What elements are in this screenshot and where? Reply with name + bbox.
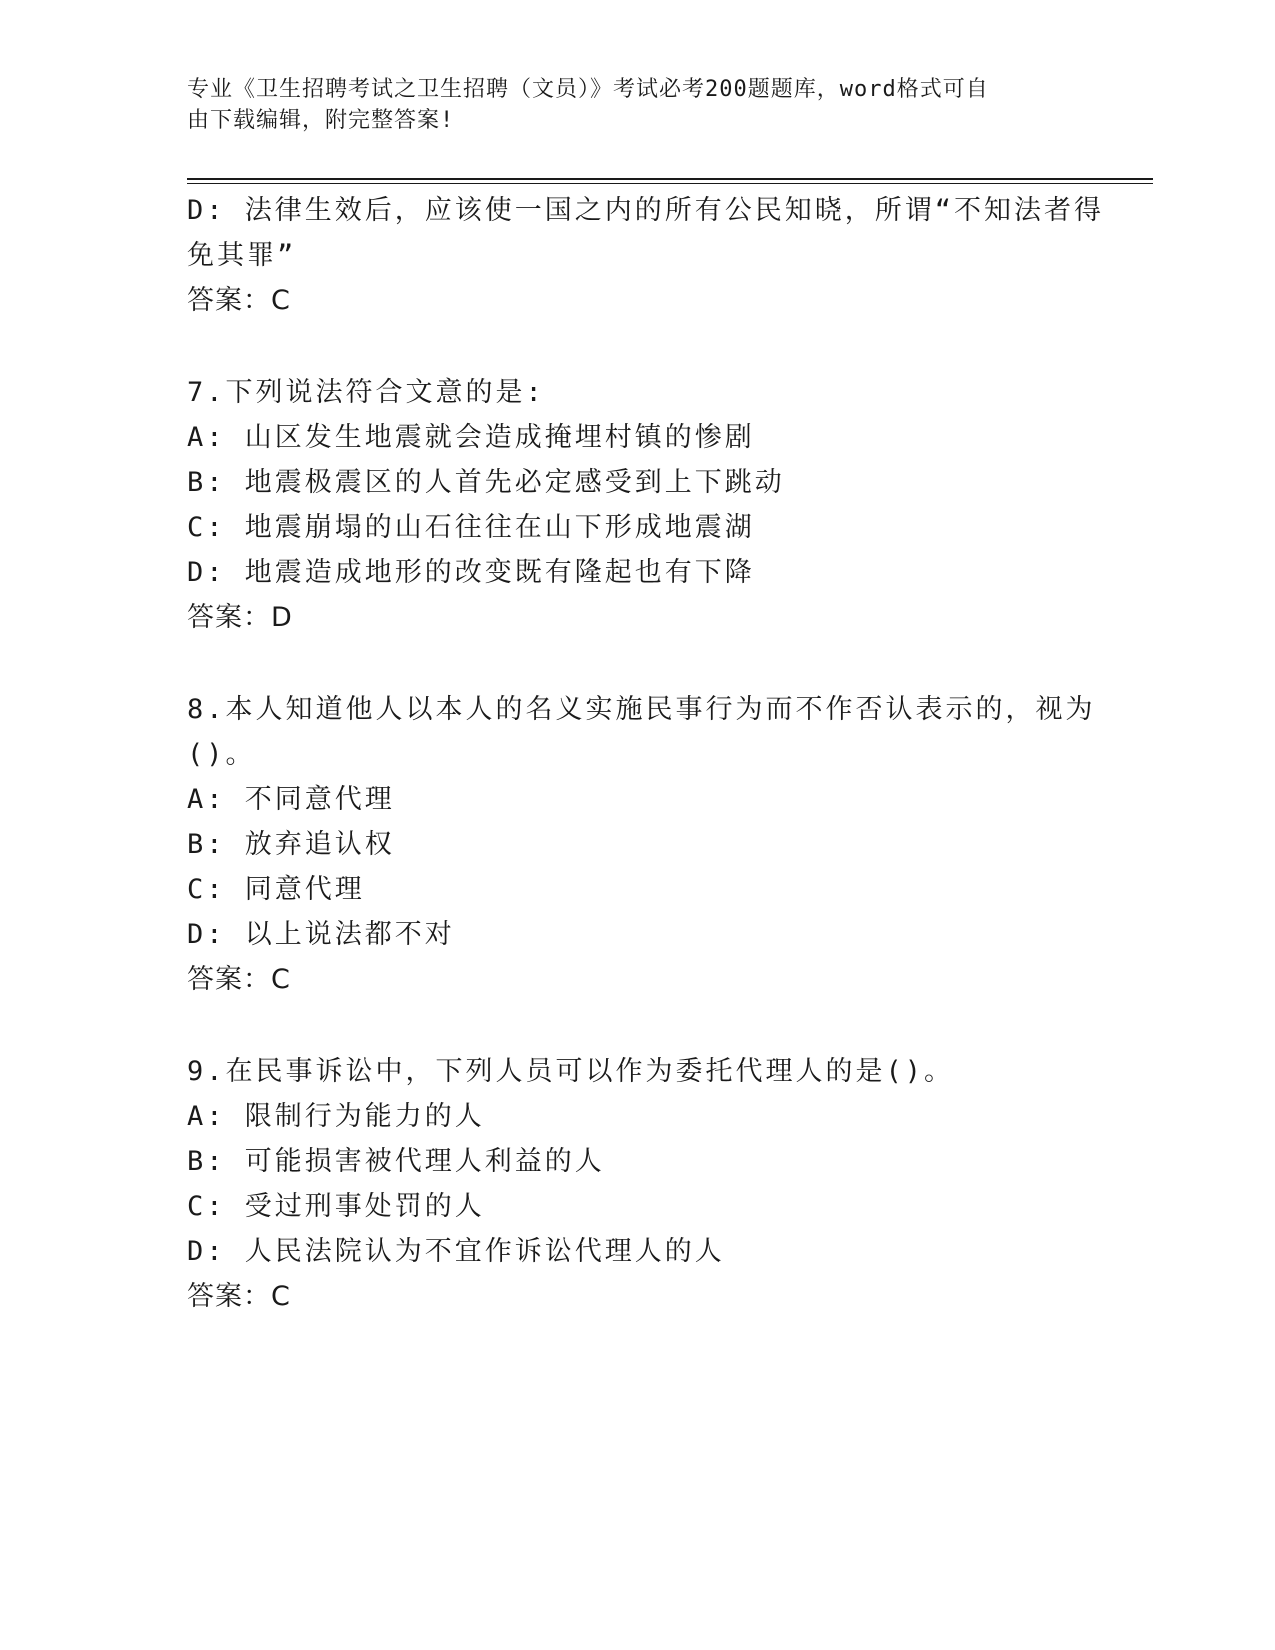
option-d: D: 人民法院认为不宜作诉讼代理人的人 — [187, 1236, 725, 1267]
answer: 答案：D — [187, 602, 293, 633]
header-line-2: 由下载编辑，附完整答案! — [187, 108, 455, 133]
answer: 答案：C — [187, 1281, 291, 1312]
option-a: A: 不同意代理 — [187, 784, 395, 815]
question-7 — [187, 370, 1087, 640]
header-divider-thin — [187, 183, 1153, 184]
question-stem: 8.本人知道他人以本人的名义实施民事行为而不作否认表示的，视为 — [187, 694, 1096, 725]
option-d: D: 地震造成地形的改变既有隆起也有下降 — [187, 557, 755, 588]
option-a: A: 山区发生地震就会造成掩埋村镇的惨剧 — [187, 422, 755, 453]
header-line-1: 专业《卫生招聘考试之卫生招聘（文员）》考试必考200题题库，word格式可自 — [187, 77, 989, 102]
option-b: B: 地震极震区的人首先必定感受到上下跳动 — [187, 467, 785, 498]
document-header — [187, 74, 1087, 136]
option-c: C: 同意代理 — [187, 874, 365, 905]
option-c: C: 地震崩塌的山石往往在山下形成地震湖 — [187, 512, 755, 543]
question-9 — [187, 1049, 1087, 1319]
option-d: D: 法律生效后，应该使一国之内的所有公民知晓，所谓“不知法者得 — [187, 195, 1105, 226]
option-b: B: 放弃追认权 — [187, 829, 395, 860]
option-d: D: 以上说法都不对 — [187, 919, 455, 950]
option-b: B: 可能损害被代理人利益的人 — [187, 1146, 605, 1177]
question-stem-continued: ()。 — [187, 739, 256, 770]
header-divider-thick — [187, 178, 1153, 180]
question-8 — [187, 687, 1096, 1002]
question-stem: 7.下列说法符合文意的是: — [187, 377, 545, 408]
answer: 答案：C — [187, 285, 291, 316]
answer: 答案：C — [187, 964, 291, 995]
option-d-continued: 免其罪” — [187, 240, 297, 271]
question-stem: 9.在民事诉讼中，下列人员可以作为委托代理人的是()。 — [187, 1056, 955, 1087]
document-body — [187, 188, 1105, 1319]
option-a: A: 限制行为能力的人 — [187, 1101, 485, 1132]
carryover-question — [187, 188, 1105, 323]
option-c: C: 受过刑事处罚的人 — [187, 1191, 485, 1222]
